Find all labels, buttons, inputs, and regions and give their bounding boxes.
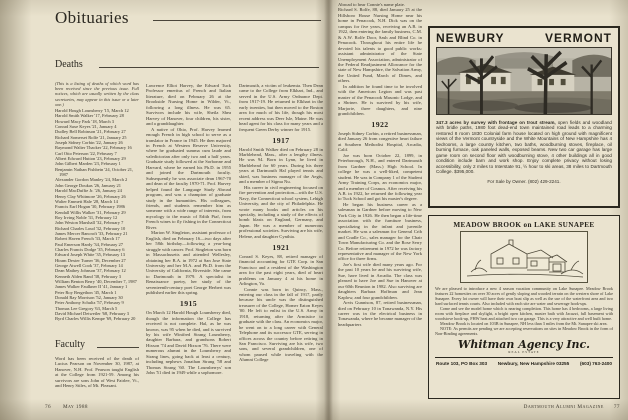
obituary-block: Conrad S. Keyes, 88, retired manager of financial accounting for GTE Corp. in San Francisco and a resident of the Washington area for the past eight years, died of heart problems on January 4 at his home in Arlington, Va.	[239, 253, 323, 287]
obituary-block: Dartmouth, a victim of leukemia. Then Dean came to the College from Elkhart, Ind., and served in the U.S. Army Ordnance Dept. from 1917-19. He returned to Elkhart in the early twenties, but then moved to the Boston area for much of his life, though his most recent address was Deer Isle, Maine. He was head agent for his class for many years and a frequent Green Derby winner for 1915.	[239, 83, 323, 132]
faculty-heading: Faculty	[55, 339, 85, 350]
death-entry: Edward Joseph White '35, February 13	[55, 252, 125, 258]
obituary-block: Joe's first wife died many years ago. For the past 10 years he and his surviving wife, Sue, have lived in Arcadia. The class was pleased to have Joe and Sue in Hanover at our 60th Reunion in 1982. Also surviving are daughters Barbara Hoffman and Jean Kaplow, and four grandchildren.	[338, 261, 422, 300]
obituary-block: 1915	[179, 299, 198, 309]
ad-paragraph: NOTE: As permits are pending we are accepting reservations on sites in Meadow Brook in the form of Non-Binding agreements.	[435, 326, 613, 336]
death-entry: Walter Emmett Hale '28, March 14	[55, 198, 118, 204]
obituary-column-2	[146, 83, 231, 404]
death-entry: Robert Haven French '33, March 17	[55, 236, 120, 242]
death-entry: George Atwell Cook '37, February 14	[55, 262, 123, 268]
ad-newbury-state: VERMONT	[545, 31, 612, 45]
agency-footer	[435, 358, 613, 366]
death-entry: Byrd Charles Willis Kempe '69, February 20	[55, 316, 136, 322]
death-entry: Joseph Sidney Corbin '22, January 26	[55, 140, 123, 146]
agency-phone: (603) 763-2400	[579, 361, 612, 366]
obituary-block: Harold Smith Walker died on February 28 in Marblehead, Mass., after a lengthy illness. He was 94. Born in Lynn, he lived in Marblehead for 60 years. During his three years at Dartmouth Hal played tennis and skied, was business manager of the Aegis, and a member of Sigma Nu.	[239, 146, 323, 185]
ad-newbury-sale-line: For Sale by Owner. (802) 429-2241.	[487, 179, 561, 185]
newbury-house-photo	[436, 47, 612, 115]
obituary-block: Abroad to hear Connie's name plate.	[338, 2, 405, 7]
death-entry: Thomas Lee Gregory '63, March 5	[55, 305, 118, 311]
ad-paragraph: We are pleased to introduce a new 4 season vacation community on Lake Sunapee. Meadow Brook features 22 homesites on over 30 acres of gently sloping and wooded terrain on the western shore of Lake Sunapee. Every lot owner will have their own boat slip as well as the use of the waterfront area and two hard surfaced tennis courts. Also included with each site are water and sewerage hook-ups.	[435, 286, 613, 306]
page-title: Obituaries	[55, 8, 129, 27]
death-entry: John George Doukas '26, January 21	[55, 182, 121, 188]
faculty-rule	[97, 347, 139, 348]
death-entry: Donald Ray Morrison '52, January 30	[55, 295, 123, 301]
deaths-note: (This is a listing of deaths of which word has been received since the previous issue. Full notices, which are usually written by the class secretaries, may appear in this issue or a later one.)	[55, 81, 139, 107]
agency-name: Whitman Agency Inc.	[457, 338, 591, 351]
title-rule	[153, 20, 321, 21]
death-entry: Peter Roy Bergethon '45, March 1	[55, 289, 117, 295]
deaths-list	[55, 108, 142, 322]
agency-city: Newbury, New Hampshire 03255	[497, 361, 570, 366]
obituary-block: 1917	[272, 135, 290, 145]
death-entry: Raymond Walter Thacker '22, February 16	[55, 145, 132, 151]
death-entry: James Walker Faulkner II '41, January 1	[55, 284, 128, 290]
ad-newbury-vermont	[428, 26, 620, 208]
obituary-block: Joe was born October 22, 1899, in Peterborough, N.H., and entered Dartmouth from Gardner (Mass.) High School. In college he was a well-liked, competent student. He was in Company 1 of the Student Army Training Corps, an economics major, and a member of Cosmos. After receiving his A.B. in 1922, he returned the following year to Tuck School and got his master's degree.	[338, 152, 422, 202]
page-gutter	[324, 0, 333, 420]
right-page-footer	[390, 404, 620, 410]
death-entry: Benjamin Nathan Fishbein '24, October 21, 1987	[55, 166, 134, 178]
deaths-heading: Deaths	[55, 59, 83, 70]
death-entry: Charles Francis Dodge '35, February 6	[55, 246, 125, 252]
ad-meadow-brook-title: MEADOW BROOK on LAKE SUNAPEE	[453, 221, 595, 229]
death-entry: Dean Mathey Johnson '37, February 12	[55, 268, 126, 274]
death-entry: Albert Edward Hutton '23, February 29	[55, 156, 126, 162]
agency-address: Route 103, PO Box 303	[436, 361, 488, 366]
magazine-name: Dartmouth Alumni Magazine	[523, 404, 604, 410]
death-entry: Kenneth Alden Rand '38, February 3	[55, 273, 122, 279]
obituary-block: His career in civil engineering focused on fire prevention and protection—with the U.S. Navy, the Connecticut school system, Lehigh University, and the city of Philadelphia. He wrote many books and articles on his specialty, including a study of the effects of bomb blasts on England, Germany, and Japan. He was a member of numerous professional societies. Surviving are his wife, Helene, and daughter Cynthia.	[239, 184, 323, 239]
death-entry: William Benton Berry '40, December 7, 1987	[55, 279, 137, 284]
obituary-block: 1922	[371, 120, 389, 130]
death-entry: Carl Otto Peterson '22, February 7	[55, 150, 117, 156]
meadow-brook-sketch	[460, 231, 588, 283]
ad-paragraph: Meadow Brook is located on 103B in Sunapee, NH less than 3 miles from the Mt. Sunapee ski area.	[440, 321, 608, 326]
death-entry: Peter Anthony Schultz '57, February 9	[55, 300, 124, 306]
left-page-footer	[45, 404, 88, 410]
death-entry: Kendall Willis Walker '31, February 29	[55, 209, 126, 215]
ad-meadow-brook-text	[435, 286, 613, 336]
obituary-block: A native of Ohio, Prof. Harvey learned enough French in high school to serve as a translator in France in 1945. He then majored in French at Western Reserve University, where he graduated summa cum laude and valedictorian after only two and a half years. Graduate study followed at the Sorbonne and Harvard, where he earned his Ph.D. in 1955 and joined the Dartmouth faculty. Subsequently he was associate dean 1967-70 and dean of the faculty 1970-71. Prof. Harvey helped found the Language Study Abroad program, and was a champion of graduate study in the humanities. His colleagues, friends, and students remember him as someone with a wide range of interests, from mycology to the music of Edith Piaf, from French wines to fly fishing in the Connecticut River.	[146, 126, 231, 230]
left-page-number: 76	[45, 404, 51, 410]
faculty-paragraph: Word has been received of the death of Lucius Pearson on November 30, 1987, at Hanover, N.H. Prof. Pearson taught English at the College from 1921-59. Among his survivors are sons John of West Fairlee, Vt., and Henry Stiles, of Mt. Pleasant.	[55, 356, 139, 389]
issue-date: May 1988	[63, 404, 88, 410]
ad-newbury-header	[436, 31, 612, 45]
death-entry: Hiram Dexter Turner '36, December 27	[55, 257, 126, 263]
obituary-block: Lawrence Elliot Harvey, the Edward Tuck Professor emeritus of French and Italian literature, died on February 26 at the Brookside Nursing Home in Wilder, Vt., following a long illness. He was 65. Survivors include his wife, Sheila Shea Harvey of Hanover, four children, his sister, and a granddaughter.	[146, 83, 231, 127]
ad-paragraph: Come and see the model home which is nearing completion. This home has 4 bedrooms, a large living room with fireplace and skylight, a bright open kitchen, master bath with Jacuzzi, full basement with woodstove hook-up, FHW heat and attached two car garage. This is a very attractive and well built home.	[435, 306, 613, 321]
ad-newbury-town: NEWBURY	[436, 31, 505, 45]
ad-newbury-caption-lead: 347.3 acres by survey with frontage on trout stream,	[436, 119, 556, 125]
obituary-block: Connie was born in Quincy, Mass., entering our class in the fall of 1917, partly because his uncle was the distinguished treasurer of the College, Homer Eaton Keyes '00. He left to enlist in the U.S. Army in 1918, returning after the Armistice to graduate with the class. An economics major, he went on to a long career with General Telephone and its successor GTE, serving in offices across the country before retiring in San Francisco. Surviving are his wife, two sons, and several grandchildren, one of whom paused while traveling with the Alumni College	[239, 286, 323, 363]
obituary-block: 1921	[272, 242, 290, 252]
death-entry: Richard Somerset Rolfe '21, January 25	[55, 134, 127, 140]
death-entry: John Gilbert Marden '23, February 1	[55, 161, 121, 167]
death-entry: Richard Charles Loud '32, February 10	[55, 225, 126, 231]
death-entry: Dudley Bell Robinson '21, February 27	[55, 129, 126, 135]
agency-subtitle: REAL ESTATE	[508, 350, 540, 354]
ad-meadow-brook	[428, 215, 620, 399]
faculty-text	[55, 356, 139, 402]
death-entry: Henry Clay Whitmore '26, February 26	[55, 193, 126, 199]
death-entry: Harold Hough Lounsberry '15, March 12	[55, 108, 129, 113]
death-entry: Paul Emerson Hardy '34, February 27	[55, 241, 124, 247]
death-entry: Conrad Saxe Keyes '21, January 4	[55, 124, 117, 130]
death-entry: James Mercer Bancroft '33, February 21	[55, 230, 128, 236]
obituary-block: Marion W. Singleton, assistant professor of English, died on February 16—two days after her 58th birthday—following a year-long struggle with cancer. Prof. Singleton was born in Massachusetts and attended Wellesley, obtaining her B.A. in 1972 at San Jose State University and her M.A. and Ph.D. from the University of California, Riverside. She came to Dartmouth in 1979. A specialist in Renaissance poetry, her study of the seventeenth-century poet George Herbert was published earlier this spring.	[146, 230, 231, 296]
obituary-block: On March 12 Harold Hough Lounsberry died, though the information the College has received is not complete. Hal, as he was known, was 95 when he died, and is survived by his wife Winifred Strang Lounsberry, daughter Barbara, and grandsons Robert Hixson '74 and David Hixson '76. There were numerous alumni in the Lounsberry and Strang lines, going back at least a century, including nephews Jonathan Strang '58 and Thomas Strang '60. The Lounsberrys' son John '51 died in 1949 while a sophomore.	[146, 310, 231, 376]
obituary-column-3	[239, 83, 323, 404]
death-entry: Harold Smith Walker '17, February 28	[55, 113, 124, 119]
death-entry: Roy Irving Noble '31, February 12	[55, 214, 118, 220]
death-entry: Howard Macy Park '18, March 3	[55, 118, 115, 124]
ad-newbury-caption-body: open fields and woodland with bridle paths, 1980 foot dead-end town maintained road leads to a charming restored 8 room 1830 Colonial farm house located on high ground with magnificent views of the Vermont countryside and the White Mountains of New Hampshire has 4 bedrooms, a large country kitchen, two baths, woodburning stoves, fireplace, oil burning furnace, oak paneled walls, exposed beams. New two car garage has large game room on second floor with woodburning stove, 4 other buildings all in good condition include barn and work shop. Enjoy complete privacy without losing accessibility, only 2 miles to Interstate 91, ½ hour to ski areas, 38 miles to Dartmouth College. $395,000.	[436, 119, 612, 175]
obituary-column-4	[338, 2, 422, 402]
obituary-block: Arvis Gunnison, 87, retired businessman, died on February 10 in Tonawanda, N.Y. His career was in the electrical business in Tonawanda, where he became manager of the headquarters	[338, 300, 422, 327]
obituary-block: In addition he found time to be involved with the American Legion and was past master of the Penacook Masonic Lodge, and a Shriner. He is survived by his wife, Marjorie, three daughters, and nine grandchildren.	[338, 83, 422, 117]
obituary-block: He began his business career as a salesman in Gardner before moving to New York City in 1926. He then began a life-time association with the furniture business, specializing in the infant and juvenile market. He was a salesman for General Crib and Cradle Co., sales manager for the Chair Town Manufacturing Co. and the Rose Serry Co. Before retirement in 1972 he was factory representative and manager of the New York office for three firms.	[338, 201, 422, 262]
obituary-block: Joseph Sidney Corbin, a retired businessman, died January 26 from congestive heart failure at Southern Methodist Hospital, Arcadia, Calif.	[338, 131, 422, 153]
death-entry: Francis Earl Hogan '30, February 1986	[55, 204, 126, 210]
obituary-block: Richard S. Rolfe, 88, died January 25 at the Hillsboro House Nursing Home near his home in Penacook, N.H. Dick was on the campus for five years, receiving an A.B. in 1922, then entering the family business, C.M. & A.W. Rolfe Door, Sash and Blind Co. in Penacook. Throughout his entire life he devoted his talents to good public works: assistant administrator of the State Unemployment Association, administrator of the Federal Readjustment Allowance for the state of New Hampshire, the Salvation Army, the United Fund, March of Dimes, and others.	[338, 7, 422, 84]
death-entry: John Weston Marshall '32, February 7	[55, 220, 124, 226]
deaths-rule	[99, 67, 319, 68]
right-page-number: 77	[613, 404, 620, 410]
death-entry: Alexander Gordon Manley '24, March 2	[55, 177, 128, 183]
ad-newbury-caption	[436, 120, 612, 175]
death-entry: David Michael Detweiler '68, February 3	[55, 311, 130, 317]
death-entry: Harold MacDuffie Jr. '26, January 24	[55, 188, 122, 194]
